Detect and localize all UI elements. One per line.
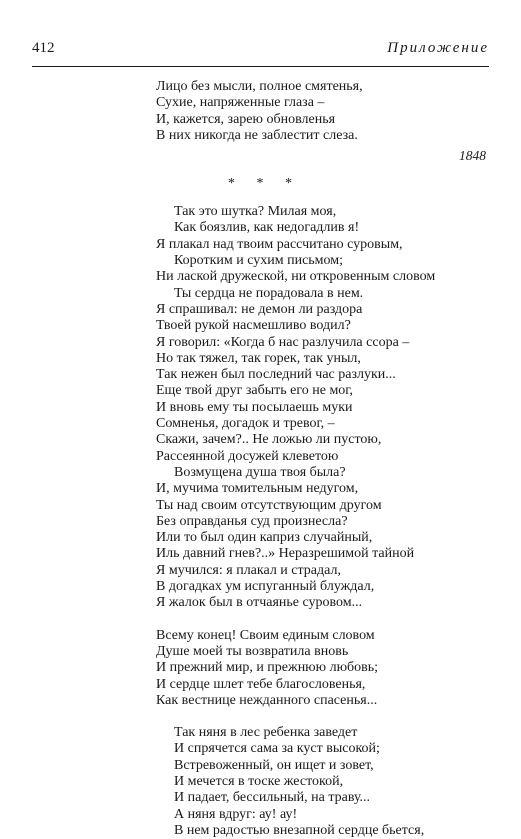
stanza-3 [156,725,496,839]
poem-line: Иль давний гнев?..» Неразрешимой тайной [156,546,415,562]
poem-line: Возмущена душа твоя была? [174,464,346,480]
poem-line: Ты сердца не порадовала в нем. [174,285,364,301]
poem-line: Так это шутка? Милая моя, [174,204,337,220]
poem-line: Я плакал над твоим рассчитано суровым, [156,236,403,252]
asterism-divider: * * * [228,176,301,192]
stanza-2 [156,628,496,709]
poem-line: И мечется в тоске жестокой, [174,773,344,789]
poem-line: Как вестнице нежданного спасенья... [156,692,378,708]
poem-line: И, мучима томительным недугом, [156,481,359,497]
running-title: Приложение [387,40,489,56]
poem-line: А няня вдруг: ау! ау! [174,806,298,822]
poem-line: Рассеянной досужей клеветою [156,448,339,464]
page-header [32,38,489,67]
page-body [156,79,496,839]
poem-line: Но так тяжел, так горек, так уныл, [156,350,361,366]
poem-line: Я говорил: «Когда б нас разлучила ссора – [156,334,410,350]
poem-line: Встревоженный, он ищет и зовет, [174,757,374,773]
poem-line: Коротким и сухим письмом; [174,253,344,269]
stanza-gap [156,709,496,725]
poem-line: Ни лаской дружеской, ни откровенным словом [156,269,436,285]
stanza-gap [156,612,496,628]
poem-line: И спрячется сама за куст высокой; [174,741,380,757]
poem-line: И падает, бессильный, на траву... [174,790,371,806]
poem-line: Я спрашивал: не демон ли раздора [156,301,363,317]
poem-line: И вновь ему ты посылаешь муки [156,399,353,415]
poem-1 [156,79,496,164]
poem-line: В них никогда не заблестит слеза. [156,127,358,143]
poem-line: Я мучился: я плакал и страдал, [156,562,341,578]
page-number: 412 [32,40,55,56]
poem-line: Всему конец! Своим единым словом [156,627,375,643]
poem-line: Еще твой друг забыть его не мог, [156,383,353,399]
poem-line: В догадках ум испуганный блуждал, [156,579,375,595]
poem-line: Или то был один каприз случайный, [156,530,373,546]
poem-line: Ты над своим отсутствующим другом [156,497,382,513]
poem-line: Сомненья, догадок и тревог, – [156,416,335,432]
poem-line: Душе моей ты возвратила вновь [156,643,349,659]
poem-line: Скажи, зачем?.. Не ложью ли пустою, [156,432,382,448]
poem-line: И сердце шлет тебе благословенья, [156,676,366,692]
poem-line: Лицо без мысли, полное смятенья, [156,79,363,94]
poem-line: И прежний мир, и прежнюю любовь; [156,660,379,676]
poem-line: Твоей рукой насмешливо водил? [156,318,351,334]
poem-line: В нем радостью внезапной сердце бьется, [174,822,425,838]
poem-2 [156,204,496,839]
poem-line: Так няня в лес ребенка заведет [174,725,358,741]
stanza-1 [156,204,496,611]
poem-line: Я жалок был в отчаянье суровом... [156,595,363,611]
poem-line: Без оправданья суд произнесла? [156,513,348,529]
poem-line: Как боязлив, как недогадлив я! [174,220,360,236]
poem-line: Сухие, напряженные глаза – [156,95,325,111]
poem-line: И, кажется, зарею обновленья [156,111,336,127]
poem-line: Так нежен был последний час разлуки... [156,367,396,383]
poem-date: 1848 [459,148,486,164]
